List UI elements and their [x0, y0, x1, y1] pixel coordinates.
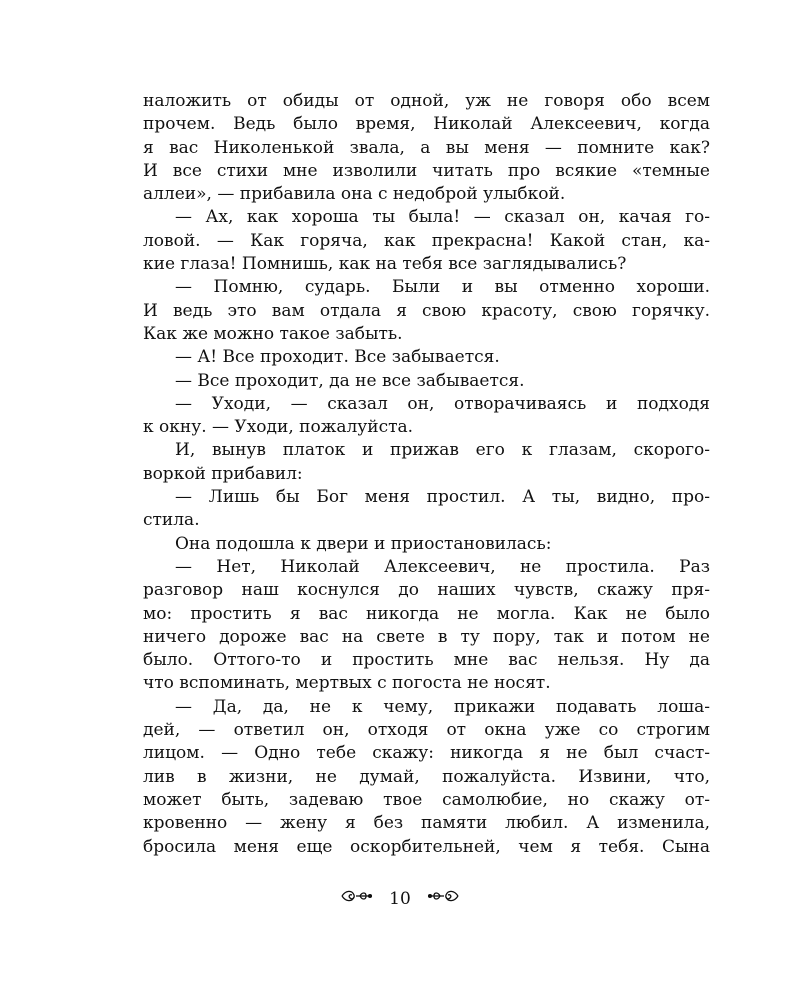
fleuron-left-icon [340, 888, 374, 909]
text-line: бросила меня еще оскорбительней, чем я тебя. Сына [143, 836, 710, 857]
text-line: И ведь это вам отдала я свою красоту, свою горячку. [143, 300, 710, 321]
text-line: что вспоминать, мертвых с погоста не носят. [143, 673, 551, 694]
text-line: дей, — ответил он, отходя от окна уже со строгим [143, 720, 710, 741]
text-line: ловой. — Как горяча, как прекрасна! Какой стан, ка- [143, 230, 710, 251]
text-line: ничего дороже вас на свете в ту пору, так и потом не [143, 626, 710, 647]
text-line: лицом. — Одно тебе скажу: никогда я не был счаст- [143, 743, 710, 764]
text-line: к окну. — Уходи, пожалуйста. [143, 417, 414, 438]
fleuron-right-icon [426, 888, 460, 909]
text-line: — Лишь бы Бог меня простил. А ты, видно, про- [175, 487, 710, 508]
text-line: стила. [143, 510, 200, 531]
body-text [143, 90, 710, 859]
text-line: аллеи», — прибавила она с недоброй улыбкой. [143, 184, 566, 205]
text-line: Она подошла к двери и приостановилась: [175, 533, 552, 554]
text-line: Как же можно такое забыть. [143, 323, 403, 344]
page-footer [0, 888, 800, 909]
text-line: И, вынув платок и прижав его к глазам, скорого- [175, 440, 710, 461]
text-line: — Да, да, не к чему, прикажи подавать лоша- [175, 696, 710, 717]
text-line: было. Оттого-то и простить мне вас нельзя. Ну да [143, 650, 710, 671]
text-line: воркой прибавил: [143, 463, 303, 484]
text-line: кие глаза! Помнишь, как на тебя все заглядывались? [143, 254, 627, 275]
text-line: — Уходи, — сказал он, отворачиваясь и подходя [175, 393, 710, 414]
text-line: — А! Все проходит. Все забывается. [175, 347, 500, 368]
text-line: я вас Николенькой звала, а вы меня — помните как? [143, 137, 710, 158]
text-line: наложить от обиды от одной, уж не говоря обо всем [143, 91, 710, 111]
text-line: лив в жизни, не думай, пожалуйста. Извини, что, [143, 766, 710, 787]
text-line: — Все проходит, да не все забывается. [175, 370, 525, 391]
text-line: — Нет, Николай Алексеевич, не простила. Раз [175, 556, 710, 577]
text-line: прочем. Ведь было время, Николай Алексеевич, когда [143, 114, 710, 135]
text-line: кровенно — жену я без памяти любил. А изменила, [143, 813, 710, 834]
text-line: И все стихи мне изволили читать про всякие «темные [143, 160, 710, 181]
text-line: — Помню, сударь. Были и вы отменно хороши. [175, 277, 710, 298]
text-line: мо: простить я вас никогда не могла. Как не было [143, 603, 710, 624]
page-number: 10 [389, 888, 411, 909]
text-line: может быть, задеваю твое самолюбие, но скажу от- [143, 789, 710, 810]
text-line: — Ах, как хороша ты была! — сказал он, качая го- [175, 207, 710, 228]
text-line: разговор наш коснулся до наших чувств, скажу пря- [143, 580, 710, 601]
